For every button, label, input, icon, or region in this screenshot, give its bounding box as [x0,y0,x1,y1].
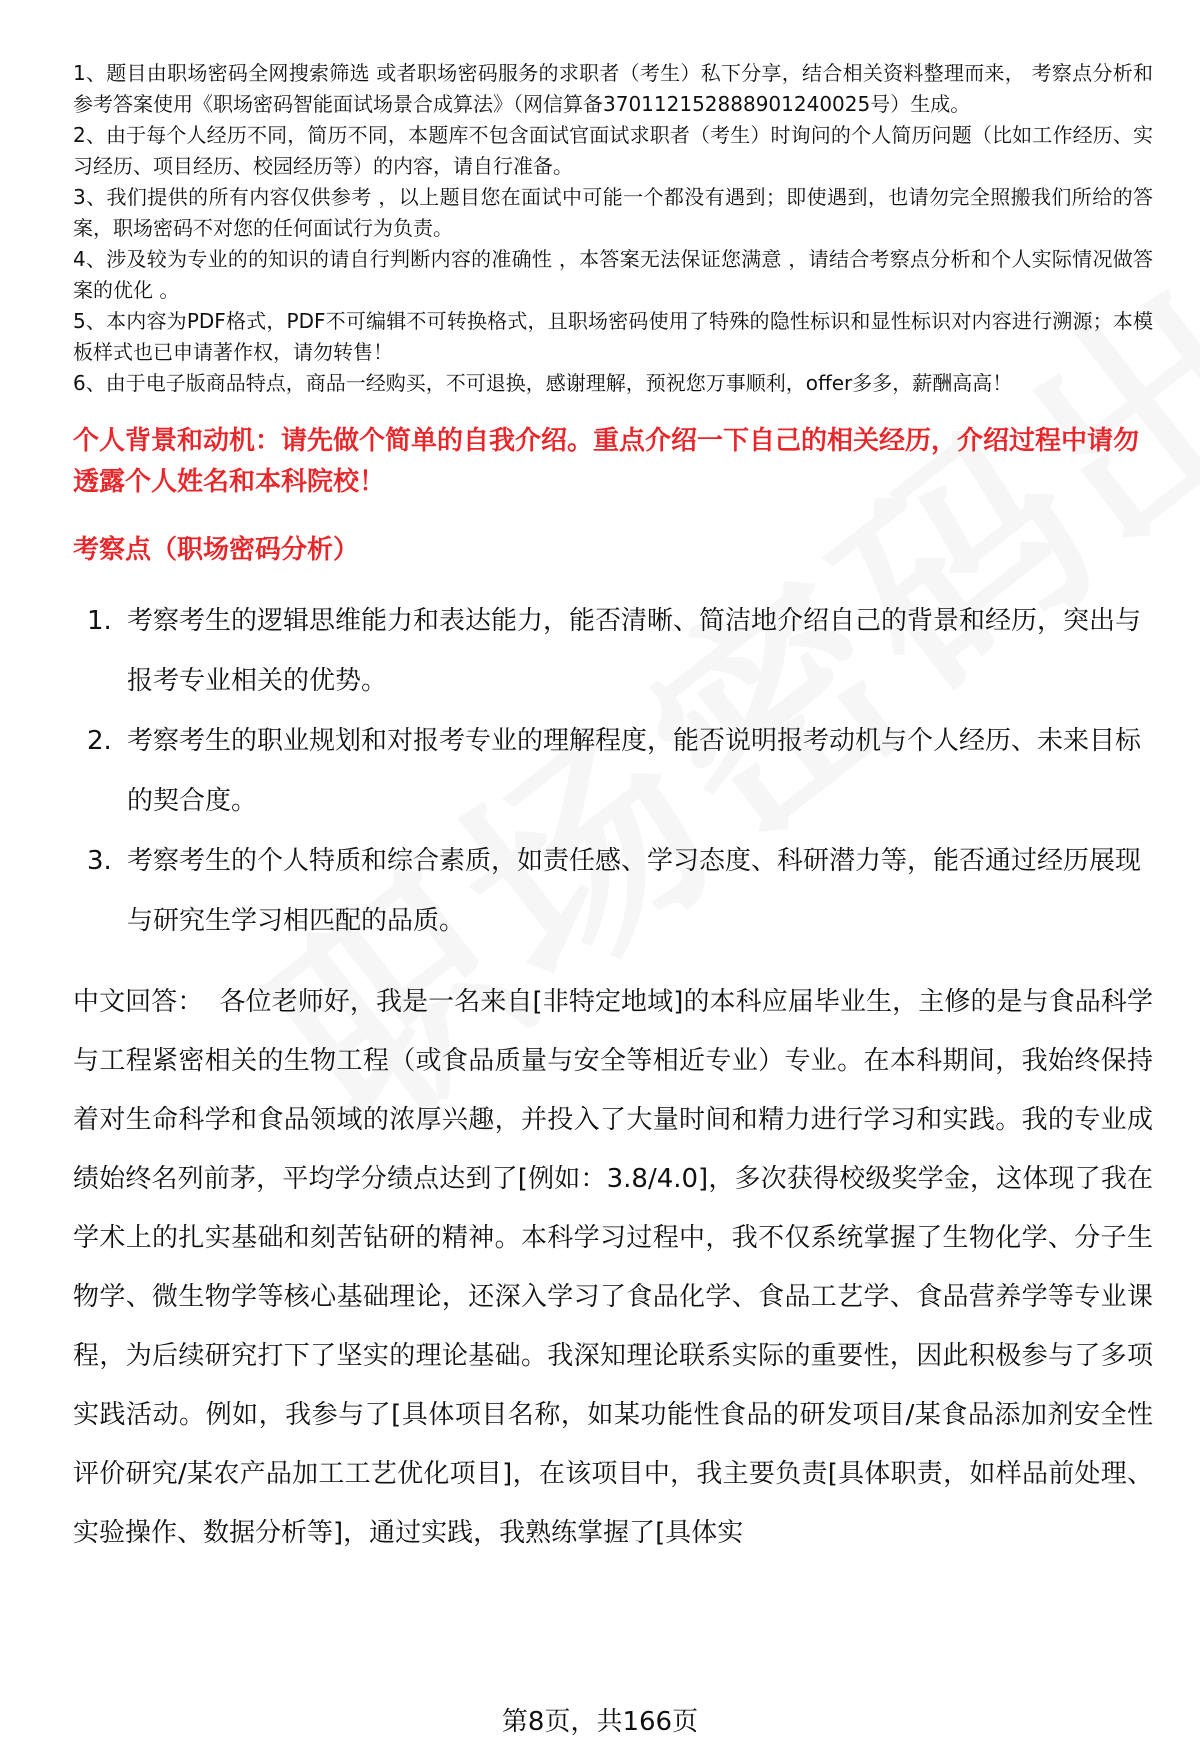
analysis-heading: 考察点（职场密码分析） [73,535,360,565]
point-number: 1. [87,606,112,636]
point-text: 考察考生的职业规划和对报考专业的理解程度，能否说明报考动机与个人经历、未来目标的契合度。 [127,726,1142,816]
page-content [73,58,1153,1563]
disclaimer-item: 4、涉及较为专业的的知识的请自行判断内容的准确性 ，本答案无法保证您满意 ，请结合考察点分析和个人实际情况做答案的优化 。 [73,247,1153,302]
disclaimer-item: 1、题目由职场密码全网搜索筛选 或者职场密码服务的求职者（考生）私下分享，结合相关资料整理而来， 考察点分析和参考答案使用《职场密码智能面试场景合成算法》（网信算备370112152888901240025号）生成。 [73,61,1153,116]
disclaimer-item: 6、由于电子版商品特点，商品一经购买，不可退换，感谢理解，预祝您万事顺利，offer多多，薪酬高高！ [73,371,1013,395]
disclaimer-block [73,58,1153,399]
answer-text: 各位老师好，我是一名来自[非特定地域]的本科应届毕业生，主修的是与食品科学与工程紧密相关的生物工程（或食品质量与安全等相近专业）专业。在本科期间，我始终保持着对生命科学和食品领域的浓厚兴趣，并投入了大量时间和精力进行学习和实践。我的专业成绩始终名列前茅，平均学分绩点达到了[例如：3.8/4.0]，多次获得校级奖学金，这体现了我在学术上的扎实基础和刻苦钻研的精神。本科学习过程中，我不仅系统掌握了生物化学、分子生物学、微生物学等核心基础理论，还深入学习了食品化学、食品工艺学、食品营养学等专业课程，为后续研究打下了坚实的理论基础。我深知理论联系实际的重要性，因此积极参与了多项实践活动。例如，我参与了[具体项目名称，如某功能性食品的研发项目/某食品添加剂安全性评价研究/某农产品加工工艺优化项目]，在该项目中，我主要负责[具体职责，如样品前处理、实验操作、数据分析等]，通过实践，我熟练掌握了[具体实 [73,987,1153,1548]
analysis-list [73,591,1153,951]
disclaimer-item: 3、我们提供的所有内容仅供参考 ，以上题目您在面试中可能一个都没有遇到；即使遇到，也请勿完全照搬我们所给的答案，职场密码不对您的任何面试行为负责。 [73,185,1153,240]
disclaimer-item: 5、本内容为PDF格式，PDF不可编辑不可转换格式，且职场密码使用了特殊的隐性标识和显性标识对内容进行溯源；本模板样式也已申请著作权，请勿转售！ [73,309,1153,364]
answer-label: 中文回答： [73,987,204,1017]
point-number: 3. [87,846,112,876]
analysis-point [73,591,1153,711]
point-text: 考察考生的个人特质和综合素质，如责任感、学习态度、科研潜力等，能否通过经历展现与研究生学习相匹配的品质。 [127,846,1142,936]
analysis-point [73,831,1153,951]
disclaimer-item: 2、由于每个人经历不同，简历不同，本题库不包含面试官面试求职者（考生）时询问的个人简历问题（比如工作经历、实习经历、项目经历、校园经历等）的内容，请自行准备。 [73,123,1153,178]
page-number: 第8页，共166页 [501,1707,699,1737]
analysis-point [73,711,1153,831]
point-text: 考察考生的逻辑思维能力和表达能力，能否清晰、简洁地介绍自己的背景和经历，突出与报考专业相关的优势。 [127,606,1142,696]
point-number: 2. [87,726,112,756]
answer-paragraph [73,973,1153,1563]
question-heading: 个人背景和动机：请先做个简单的自我介绍。重点介绍一下自己的相关经历，介绍过程中请勿透露个人姓名和本科院校！ [73,426,1140,497]
